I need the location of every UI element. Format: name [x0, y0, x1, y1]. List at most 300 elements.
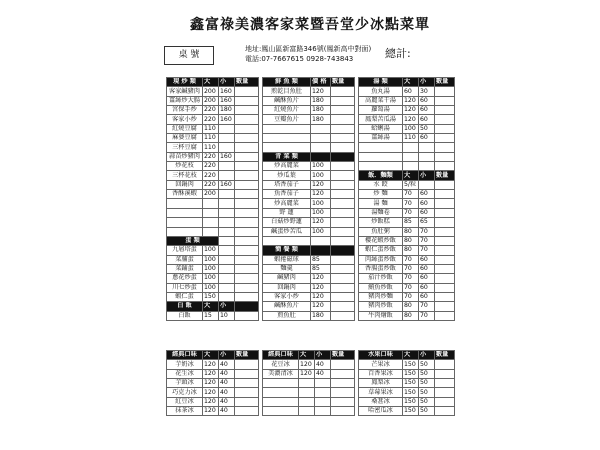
quantity-cell[interactable] — [435, 302, 455, 311]
price-cell — [219, 227, 235, 236]
price-cell: 120 — [311, 292, 331, 301]
item-name — [263, 134, 311, 143]
table-row — [263, 106, 355, 115]
price-cell: 110 — [203, 124, 219, 133]
item-name: 抹茶冰 — [167, 407, 203, 416]
price-cell: 100 — [203, 264, 219, 273]
quantity-cell[interactable] — [235, 96, 259, 105]
column-header: 數量 — [235, 78, 259, 87]
table-row — [263, 180, 355, 189]
price-cell: 60 — [419, 208, 435, 217]
menu-page — [160, 8, 460, 448]
quantity-cell[interactable] — [235, 199, 259, 208]
table-row — [359, 96, 455, 105]
price-cell — [219, 162, 235, 171]
price-cell: 110 — [203, 143, 219, 152]
quantity-cell[interactable] — [435, 311, 455, 320]
column-header: 小 — [219, 302, 235, 311]
quantity-cell[interactable] — [435, 115, 455, 124]
quantity-cell[interactable] — [435, 143, 455, 152]
quantity-cell[interactable] — [331, 302, 355, 311]
quantity-cell[interactable] — [235, 106, 259, 115]
quantity-cell[interactable] — [235, 124, 259, 133]
table-row — [167, 134, 259, 143]
price-cell: 70 — [419, 236, 435, 245]
quantity-cell[interactable] — [435, 134, 455, 143]
menu-table-ice-classic-2 — [262, 350, 355, 416]
column-header: 大 — [203, 302, 219, 311]
table-row — [359, 199, 455, 208]
quantity-cell[interactable] — [331, 264, 355, 273]
quantity-cell[interactable] — [235, 190, 259, 199]
table-row — [167, 152, 259, 161]
quantity-cell[interactable] — [235, 171, 259, 180]
table-row — [263, 218, 355, 227]
quantity-cell[interactable] — [331, 143, 355, 152]
price-cell: 70 — [403, 190, 419, 199]
table-row — [167, 388, 259, 397]
item-name: 客家小炒 — [167, 115, 203, 124]
item-name: 煎魚肚 — [263, 311, 311, 320]
quantity-cell[interactable] — [435, 180, 455, 189]
table-row — [359, 255, 455, 264]
item-name: 豬肉炒飯 — [359, 302, 403, 311]
quantity-cell[interactable] — [331, 124, 355, 133]
item-name: 炒高麗菜 — [263, 162, 311, 171]
section-header-row — [263, 78, 355, 87]
quantity-cell[interactable] — [235, 255, 259, 264]
section-header-row — [167, 351, 259, 360]
table-row — [359, 134, 455, 143]
price-cell — [203, 227, 219, 236]
quantity-cell[interactable] — [331, 292, 355, 301]
price-cell: 40 — [219, 388, 235, 397]
table-row — [359, 236, 455, 245]
price-cell: 160 — [219, 152, 235, 161]
quantity-cell[interactable] — [235, 379, 259, 388]
price-cell: 50 — [419, 388, 435, 397]
section-title: 簡 餐 類 — [263, 246, 311, 255]
price-cell: 220 — [203, 162, 219, 171]
quantity-cell[interactable] — [435, 96, 455, 105]
item-name — [263, 236, 311, 245]
quantity-cell[interactable] — [235, 180, 259, 189]
table-row — [359, 227, 455, 236]
table-row — [263, 87, 355, 96]
table-row — [359, 397, 455, 406]
price-cell: 65 — [419, 218, 435, 227]
price-cell: 40 — [219, 360, 235, 369]
price-cell: 150 — [403, 369, 419, 378]
price-cell — [315, 388, 331, 397]
table-row — [167, 218, 259, 227]
item-name: 白飯 — [167, 311, 203, 320]
column-header — [235, 236, 259, 245]
item-name: 桑葚冰 — [359, 397, 403, 406]
item-name: 鳳梨苦瓜湯 — [359, 115, 403, 124]
item-name: 炒花枝 — [167, 162, 203, 171]
quantity-cell[interactable] — [235, 369, 259, 378]
table-row — [263, 227, 355, 236]
column-header: 小 — [219, 78, 235, 87]
price-cell: 50 — [419, 124, 435, 133]
quantity-cell[interactable] — [331, 199, 355, 208]
price-cell — [419, 143, 435, 152]
quantity-cell[interactable] — [331, 115, 355, 124]
price-cell: 60 — [419, 292, 435, 301]
quantity-cell[interactable] — [235, 218, 259, 227]
table-row — [263, 274, 355, 283]
item-name: 草莓果冰 — [359, 388, 403, 397]
table-row — [167, 255, 259, 264]
item-name: 牛肉燴飯 — [359, 311, 403, 320]
quantity-cell[interactable] — [331, 369, 355, 378]
quantity-cell[interactable] — [435, 397, 455, 406]
quantity-cell[interactable] — [235, 264, 259, 273]
table-row — [263, 124, 355, 133]
quantity-cell[interactable] — [331, 218, 355, 227]
price-cell: 150 — [203, 292, 219, 301]
quantity-cell[interactable] — [331, 311, 355, 320]
quantity-cell[interactable] — [435, 255, 455, 264]
item-name — [359, 162, 403, 171]
quantity-cell[interactable] — [235, 162, 259, 171]
quantity-cell[interactable] — [435, 246, 455, 255]
quantity-cell[interactable] — [331, 407, 355, 416]
item-name: 紅燒豆腐 — [167, 124, 203, 133]
table-row — [263, 388, 355, 397]
item-name: 鹹豬肉 — [263, 274, 311, 283]
price-cell: 60 — [419, 274, 435, 283]
section-title: 青 菜 類 — [263, 152, 311, 161]
item-name: 百香果冰 — [359, 369, 403, 378]
item-name: 芋頭冰 — [167, 379, 203, 388]
quantity-cell[interactable] — [331, 379, 355, 388]
item-name — [359, 143, 403, 152]
price-cell: 180 — [311, 106, 331, 115]
column-header: 價 格 — [311, 78, 331, 87]
quantity-cell[interactable] — [435, 106, 455, 115]
price-cell — [219, 143, 235, 152]
price-cell: 180 — [311, 311, 331, 320]
price-cell: 120 — [299, 360, 315, 369]
price-cell: 100 — [203, 283, 219, 292]
quantity-cell[interactable] — [235, 407, 259, 416]
price-cell: 220 — [203, 152, 219, 161]
item-name — [167, 227, 203, 236]
quantity-cell[interactable] — [435, 236, 455, 245]
price-cell: 80 — [403, 311, 419, 320]
item-name: 鳳梨冰 — [359, 379, 403, 388]
table-row — [167, 292, 259, 301]
table-row — [359, 407, 455, 416]
quantity-cell[interactable] — [435, 218, 455, 227]
column-header — [331, 246, 355, 255]
item-name: 茄汁炒飯 — [359, 274, 403, 283]
menu-table-soup-rice — [358, 77, 455, 321]
table-number-box[interactable]: 桌 號 — [164, 46, 214, 65]
item-name: 櫻花蝦炒飯 — [359, 236, 403, 245]
price-cell: 180 — [219, 106, 235, 115]
quantity-cell[interactable] — [435, 162, 455, 171]
price-cell: 70 — [419, 227, 435, 236]
table-row — [359, 115, 455, 124]
quantity-cell[interactable] — [435, 407, 455, 416]
table-row — [263, 190, 355, 199]
item-name: 薑絲湯 — [359, 134, 403, 143]
item-name: 香酥溪蝦 — [167, 190, 203, 199]
price-cell: 160 — [219, 96, 235, 105]
table-row — [263, 302, 355, 311]
quantity-cell[interactable] — [435, 87, 455, 96]
quantity-cell[interactable] — [435, 208, 455, 217]
table-row — [263, 379, 355, 388]
quantity-cell[interactable] — [435, 124, 455, 133]
table-row — [359, 264, 455, 273]
price-cell: 70 — [403, 264, 419, 273]
quantity-cell[interactable] — [235, 87, 259, 96]
item-name: 魚肚粥 — [359, 227, 403, 236]
quantity-cell[interactable] — [235, 115, 259, 124]
price-cell — [219, 190, 235, 199]
price-cell: 70 — [403, 283, 419, 292]
quantity-cell[interactable] — [331, 274, 355, 283]
quantity-cell[interactable] — [235, 360, 259, 369]
price-cell: 160 — [219, 115, 235, 124]
item-name: 鮪魚炒飯 — [359, 283, 403, 292]
quantity-cell[interactable] — [435, 360, 455, 369]
table-row — [263, 96, 355, 105]
table-row — [167, 274, 259, 283]
table-row — [359, 152, 455, 161]
table-row — [167, 379, 259, 388]
price-cell: 70 — [403, 255, 419, 264]
quantity-cell[interactable] — [435, 388, 455, 397]
quantity-cell[interactable] — [331, 227, 355, 236]
table-row — [167, 369, 259, 378]
price-cell — [219, 171, 235, 180]
page-title: 鑫富祿美濃客家菜暨吾堂少冰點菜單 — [190, 17, 430, 33]
price-cell — [311, 134, 331, 143]
quantity-cell[interactable] — [331, 96, 355, 105]
column-header: 小 — [419, 171, 435, 180]
price-cell: 70 — [419, 302, 435, 311]
quantity-cell[interactable] — [331, 180, 355, 189]
item-name: 蝦仁蛋 — [167, 292, 203, 301]
quantity-cell[interactable] — [331, 208, 355, 217]
total-label: 總計: — [385, 47, 411, 60]
table-row — [359, 106, 455, 115]
price-cell: 60 — [419, 134, 435, 143]
price-cell: 70 — [403, 274, 419, 283]
table-row — [167, 208, 259, 217]
price-cell — [299, 388, 315, 397]
column-header: 小 — [419, 78, 435, 87]
quantity-cell[interactable] — [331, 255, 355, 264]
price-cell: 70 — [403, 199, 419, 208]
quantity-cell[interactable] — [331, 236, 355, 245]
table-row — [167, 360, 259, 369]
price-cell — [219, 199, 235, 208]
quantity-cell[interactable] — [435, 369, 455, 378]
quantity-cell[interactable] — [435, 152, 455, 161]
table-row — [167, 180, 259, 189]
price-cell: 110 — [403, 134, 419, 143]
quantity-cell[interactable] — [331, 190, 355, 199]
item-name: 麻婆豆腐 — [167, 134, 203, 143]
item-name: 肉絲蛋炒飯 — [359, 255, 403, 264]
quantity-cell[interactable] — [235, 292, 259, 301]
column-header: 大 — [203, 78, 219, 87]
price-cell: 200 — [203, 96, 219, 105]
price-cell — [203, 199, 219, 208]
quantity-cell[interactable] — [435, 379, 455, 388]
price-cell: 70 — [403, 208, 419, 217]
price-cell: 120 — [403, 106, 419, 115]
quantity-cell[interactable] — [331, 162, 355, 171]
quantity-cell[interactable] — [435, 190, 455, 199]
item-name: 湯 麵 — [359, 199, 403, 208]
item-name: 芒果冰 — [359, 360, 403, 369]
section-title: 現 炒 類 — [167, 78, 203, 87]
item-name: 麵羹 — [263, 264, 311, 273]
price-cell: 150 — [403, 407, 419, 416]
quantity-cell[interactable] — [235, 134, 259, 143]
price-cell: 80 — [403, 246, 419, 255]
quantity-cell[interactable] — [331, 106, 355, 115]
price-cell: 220 — [203, 171, 219, 180]
item-name — [167, 208, 203, 217]
table-row — [359, 369, 455, 378]
quantity-cell[interactable] — [435, 264, 455, 273]
quantity-cell[interactable] — [435, 283, 455, 292]
table-row — [167, 199, 259, 208]
item-name: 炒瓜葉 — [263, 171, 311, 180]
price-cell: 85 — [311, 264, 331, 273]
price-cell: 40 — [219, 369, 235, 378]
price-cell: 50 — [419, 397, 435, 406]
table-row — [263, 264, 355, 273]
quantity-cell[interactable] — [235, 143, 259, 152]
price-cell: 40 — [315, 369, 331, 378]
price-cell: 60 — [419, 115, 435, 124]
price-cell: 15 — [203, 311, 219, 320]
price-cell — [219, 134, 235, 143]
quantity-cell[interactable] — [235, 397, 259, 406]
item-name: 回鍋肉 — [167, 180, 203, 189]
quantity-cell[interactable] — [331, 388, 355, 397]
table-row — [263, 162, 355, 171]
quantity-cell[interactable] — [235, 246, 259, 255]
price-cell — [299, 379, 315, 388]
quantity-cell[interactable] — [331, 360, 355, 369]
table-row — [167, 143, 259, 152]
item-name: 九層塔蛋 — [167, 246, 203, 255]
price-cell: 80 — [403, 236, 419, 245]
table-row — [359, 246, 455, 255]
quantity-cell[interactable] — [331, 283, 355, 292]
quantity-cell[interactable] — [435, 292, 455, 301]
quantity-cell[interactable] — [235, 311, 259, 320]
quantity-cell[interactable] — [331, 171, 355, 180]
quantity-cell[interactable] — [331, 134, 355, 143]
column-header: 數量 — [435, 78, 455, 87]
price-cell — [203, 218, 219, 227]
item-name: 三杯花枝 — [167, 171, 203, 180]
item-name: 蘿蔔湯 — [359, 106, 403, 115]
quantity-cell[interactable] — [235, 152, 259, 161]
section-title: 鮮 魚 類 — [263, 78, 311, 87]
price-cell: 120 — [203, 379, 219, 388]
quantity-cell[interactable] — [435, 274, 455, 283]
quantity-cell[interactable] — [235, 227, 259, 236]
quantity-cell[interactable] — [235, 208, 259, 217]
table-row — [263, 236, 355, 245]
item-name: 菜脯蛋 — [167, 255, 203, 264]
price-cell: 60 — [419, 264, 435, 273]
price-cell: 160 — [219, 87, 235, 96]
address-text: 地址:鳳山區新富路346號(鳳新高中對面) — [245, 45, 372, 53]
section-header-row — [359, 78, 455, 87]
item-name: 鹹蛋炒苦瓜 — [263, 227, 311, 236]
quantity-cell[interactable] — [235, 274, 259, 283]
item-name: 煎乾目魚肚 — [263, 87, 311, 96]
table-row — [167, 190, 259, 199]
item-name: 白菇炒野蓮 — [263, 218, 311, 227]
table-row — [359, 143, 455, 152]
menu-table-fish-veg — [262, 77, 355, 321]
item-name: 豆瓣魚片 — [263, 115, 311, 124]
quantity-cell[interactable] — [235, 283, 259, 292]
price-cell — [203, 208, 219, 217]
item-name: 野 蓮 — [263, 208, 311, 217]
quantity-cell[interactable] — [435, 199, 455, 208]
price-cell: 120 — [311, 190, 331, 199]
price-cell: 40 — [219, 379, 235, 388]
price-cell: 40 — [219, 397, 235, 406]
item-name: 客家小炒 — [263, 292, 311, 301]
price-cell: 120 — [203, 369, 219, 378]
contact-info — [245, 44, 371, 64]
price-cell: 120 — [203, 397, 219, 406]
table-row — [359, 190, 455, 199]
price-cell — [403, 143, 419, 152]
section-header-row — [359, 171, 455, 180]
table-row — [263, 397, 355, 406]
item-name: 香腸蛋炒飯 — [359, 264, 403, 273]
table-row — [359, 292, 455, 301]
table-row — [359, 87, 455, 96]
quantity-cell[interactable] — [435, 227, 455, 236]
price-cell: 50 — [419, 360, 435, 369]
item-name — [263, 379, 299, 388]
quantity-cell[interactable] — [331, 397, 355, 406]
price-cell: 120 — [403, 96, 419, 105]
item-name: 湯麵卷 — [359, 208, 403, 217]
price-cell: 70 — [419, 246, 435, 255]
price-cell — [299, 397, 315, 406]
table-row — [167, 87, 259, 96]
item-name: 鹹酥魚片 — [263, 96, 311, 105]
item-name: 菜鋪蛋 — [167, 264, 203, 273]
quantity-cell[interactable] — [331, 87, 355, 96]
quantity-cell[interactable] — [235, 388, 259, 397]
item-name: 蔥花炒蛋 — [167, 274, 203, 283]
column-header: 數量 — [331, 78, 355, 87]
price-cell — [419, 152, 435, 161]
item-name: 魚丸湯 — [359, 87, 403, 96]
table-row — [167, 246, 259, 255]
